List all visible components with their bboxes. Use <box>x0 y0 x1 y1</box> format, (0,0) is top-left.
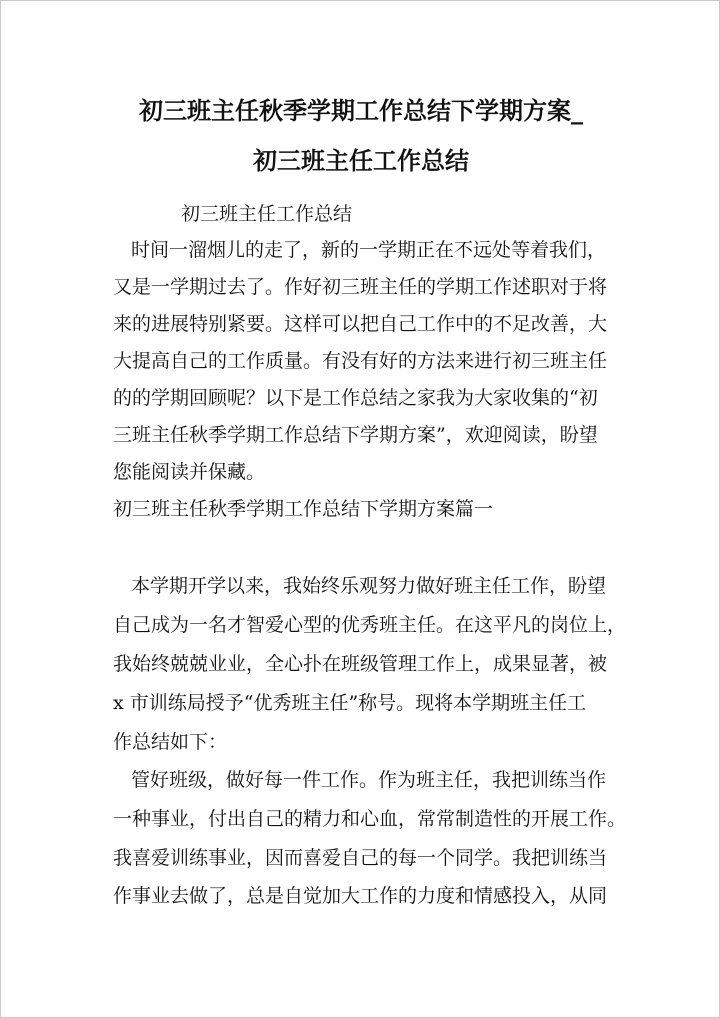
paragraph-2-line: 作事业去做了，总是自觉加大工作的力度和情感投入，从同 <box>113 885 608 907</box>
document-title-line-1: 初三班主任秋季学期工作总结下学期方案_ <box>139 97 583 125</box>
paragraph-1-line: 作总结如下： <box>113 731 228 753</box>
paragraph-1-line: 本学期开学以来，我始终乐观努力做好班主任工作，盼望 <box>131 575 607 597</box>
paragraph-1-line: 我始终兢兢业业，全心扑在班级管理工作上，成果显著，被 <box>113 653 608 675</box>
paragraph-1-line: x 市训练局授予“优秀班主任”称号。现将本学期班主任工 <box>113 692 587 714</box>
paragraph-2-line: 一种事业，付出自己的精力和心血，常常制造性的开展工作。 <box>113 808 627 830</box>
intro-line: 又是一学期过去了。作好初三班主任的学期工作述职对于将 <box>113 276 608 298</box>
paragraph-2-line: 管好班级，做好每一件工作。作为班主任，我把训练当作 <box>131 769 607 791</box>
intro-line: 时间一溜烟儿的走了，新的一学期正在不远处等着我们， <box>131 239 607 261</box>
intro-line: 大提高自己的工作质量。有没有好的方法来进行初三班主任 <box>113 350 608 372</box>
document-subtitle: 初三班主任工作总结 <box>181 203 353 225</box>
section-heading: 初三班主任秋季学期工作总结下学期方案篇一 <box>113 498 494 520</box>
intro-line: 的的学期回顾呢？以下是工作总结之家我为大家收集的“初 <box>113 387 598 409</box>
intro-line: 三班主任秋季学期工作总结下学期方案”，欢迎阅读，盼望 <box>113 424 598 446</box>
intro-line: 来的进展特别紧要。这样可以把自己工作中的不足改善，大 <box>113 313 608 335</box>
intro-line: 您能阅读并保藏。 <box>113 461 266 483</box>
paragraph-1-line: 自己成为一名才智爱心型的优秀班主任。在这平凡的岗位上， <box>113 614 627 636</box>
document-title-line-2: 初三班主任工作总结 <box>253 147 469 175</box>
paragraph-2-line: 我喜爱训练事业，因而喜爱自己的每一个同学。我把训练当 <box>113 847 608 869</box>
